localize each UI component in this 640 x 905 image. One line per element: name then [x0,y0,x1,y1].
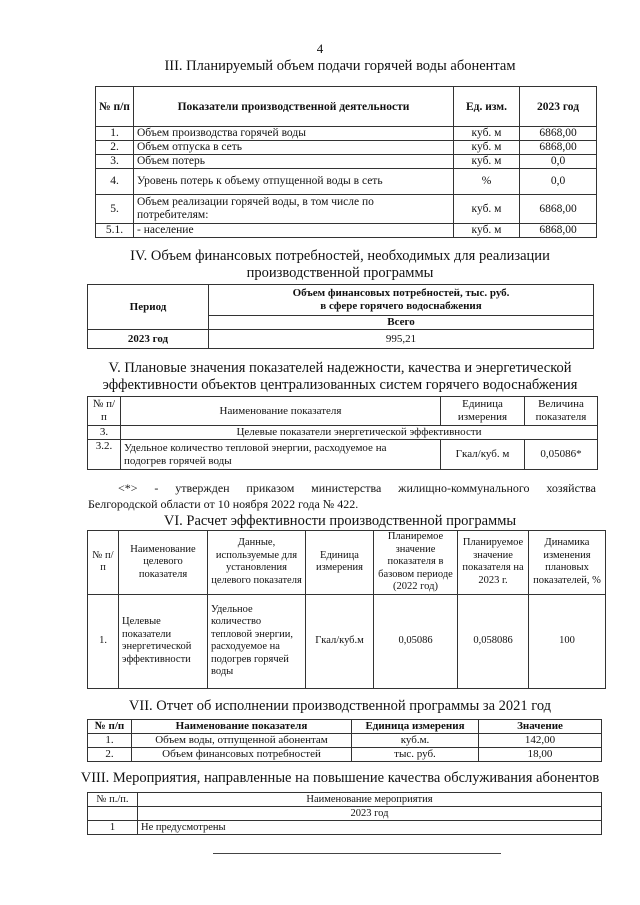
row-num: 1 [88,821,138,835]
row-data: Удельное количество тепловой энергии, расходуемое на подогрев горячей воды [208,594,306,688]
section-6-title: VI. Расчет эффективности производственной программы [163,513,517,529]
row-unit: куб. м [454,141,520,155]
col-header-indicator: Показатели производственной деятельности [134,87,454,127]
col-header-unit: Ед. изм. [454,87,520,127]
section-5-title-line-2: эффективности объектов централизованных систем горячего водоснабжения [102,377,578,393]
row-value: 0,05086* [525,440,598,470]
section-7-title: VII. Отчет об исполнении производственной программы за 2021 год [128,698,552,714]
table-row [88,748,602,762]
section-5-title-line-1: V. Плановые значения показателей надежности, качества и энергетической [108,360,572,376]
row-num: 3.2. [88,440,121,470]
row-value: 6868,00 [520,127,597,141]
row-plan: 0,058086 [458,594,529,688]
row-value: 6868,00 [520,224,597,238]
row-name: Объем воды, отпущенной абонентам [132,734,352,748]
section-4-title-line-2: производственной программы [246,265,434,281]
col-header-unit: Единица измерения [441,397,525,426]
col-header-name: Наименование показателя [132,720,352,734]
row-unit: куб.м. [352,734,479,748]
row-name: - население [134,224,454,238]
section-4-title-line-1: IV. Объем финансовых потребностей, необходимых для реализации [130,248,550,264]
col-header-data: Данные, используемые для установления целевого показателя [208,531,306,595]
row-num: 1. [96,127,134,141]
row-value: 6868,00 [520,195,597,224]
row-num: 1. [88,594,119,688]
row-unit: куб. м [454,195,520,224]
row-unit: Гкал/куб.м [306,594,374,688]
table-row [88,821,602,835]
row-value: 6868,00 [520,141,597,155]
header-line-1: Объем финансовых потребностей, тыс. руб. [292,287,510,299]
row-name: Объем отпуска в сеть [134,141,454,155]
table-row [88,440,598,470]
col-header-financial-needs [209,285,594,316]
col-header-value: Значение [479,720,602,734]
row-num: 1. [88,734,132,748]
row-num: 4. [96,169,134,195]
row-target: Целевые показатели энергетической эффективности [119,594,208,688]
table-row [96,195,597,224]
col-header-unit: Единица измерения [352,720,479,734]
row-num: 3. [96,155,134,169]
table-row [88,330,594,349]
col-header-num: № п/п [88,397,121,426]
section-4-title [60,248,620,282]
table-row [88,594,606,688]
section-5-title [50,360,630,394]
col-header-unit: Единица измерения [306,531,374,595]
table-row [96,127,597,141]
row-num: 3. [88,426,121,440]
table-row [96,155,597,169]
row-unit: куб. м [454,224,520,238]
col-header-plan: Планируемое значение показателя на 2023 г. [458,531,529,595]
row-name: Объем финансовых потребностей [132,748,352,762]
row-value: 0,0 [520,155,597,169]
col-header-value: Величина показателя [525,397,598,426]
row-unit: % [454,169,520,195]
row-group-name: Целевые показатели энергетической эффективности [121,426,598,440]
row-total: 995,21 [209,330,594,349]
year-row-empty [88,807,138,821]
row-value: 0,0 [520,169,597,195]
col-header-base: Планиремое значение показателя в базовом периоде (2022 год) [374,531,458,595]
col-header-2023: 2023 год [520,87,597,127]
page-number: 4 [316,41,324,56]
year-row-label: 2023 год [138,807,602,821]
col-header-num: № п/п [88,720,132,734]
footnote [88,480,596,512]
row-num: 2. [96,141,134,155]
col-header-name: Наименование мероприятия [138,793,602,807]
row-value: 142,00 [479,734,602,748]
row-unit: Гкал/куб. м [441,440,525,470]
row-dynamics: 100 [529,594,606,688]
col-header-total: Всего [209,316,594,330]
row-name: Объем реализации горячей воды, в том числе по потребителям: [134,195,454,224]
col-header-name: Наименование показателя [121,397,441,426]
row-unit: тыс. руб. [352,748,479,762]
section-7-table [87,719,602,762]
footnote-line-1: <*> - утвержден приказом министерства жилищно-коммунального хозяйства [118,481,596,495]
section-4-table [87,284,594,349]
table-row [88,734,602,748]
table-row [96,169,597,195]
row-name: Объем потерь [134,155,454,169]
section-6-table [87,530,606,689]
row-unit: куб. м [454,127,520,141]
row-unit: куб. м [454,155,520,169]
header-line-2: в сфере горячего водоснабжения [320,300,482,312]
row-name: Не предусмотрены [138,821,602,835]
row-num: 5.1. [96,224,134,238]
col-header-target: Наименование целевого показателя [119,531,208,595]
table-row-group [88,426,598,440]
end-divider [213,853,501,854]
col-header-dynamics: Динамика изменения плановых показателей, % [529,531,606,595]
row-num: 2. [88,748,132,762]
section-8-title: VIII. Мероприятия, направленные на повышение качества обслуживания абонентов [80,770,600,786]
col-header-period: Период [88,285,209,330]
section-5-table [87,396,598,470]
footnote-line-2: Белгородской области от 10 ноября 2022 года № 422. [88,497,359,511]
section-3-title: III. Планируемый объем подачи горячей воды абонентам [164,58,516,74]
row-name: Уровень потерь к объему отпущенной воды в сеть [134,169,454,195]
table-row [96,141,597,155]
row-value: 18,00 [479,748,602,762]
table-row [96,224,597,238]
row-name: Объем производства горячей воды [134,127,454,141]
row-num: 5. [96,195,134,224]
row-name: Удельное количество тепловой энергии, расходуемое на подогрев горячей воды [121,440,441,470]
section-8-table [87,792,602,835]
col-header-num: № п/п [96,87,134,127]
col-header-num: № п/п [88,531,119,595]
row-period: 2023 год [88,330,209,349]
col-header-num: № п./п. [88,793,138,807]
section-3-table [95,86,597,238]
row-base: 0,05086 [374,594,458,688]
